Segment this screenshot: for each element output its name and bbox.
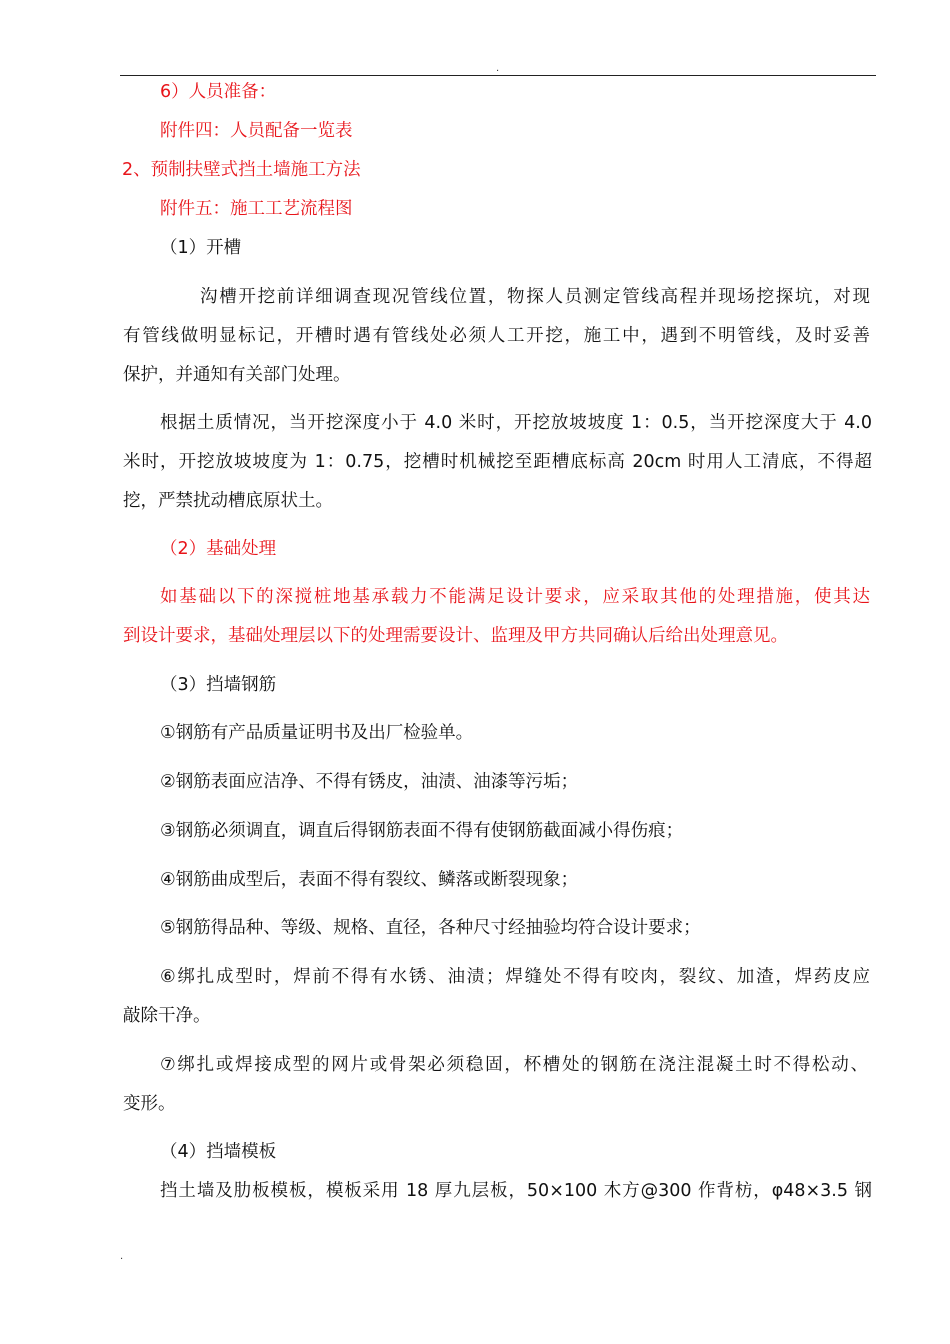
rebar-item-6-line-1: ⑥绑扎成型时，焊前不得有水锈、油渍；焊缝处不得有咬肉，裂纹、加渣，焊药皮应 (160, 967, 870, 987)
subheading-wall-formwork: （4）挡墙模板 (160, 1142, 277, 1162)
subheading-trenching: （1）开槽 (160, 238, 242, 258)
subheading-wall-reinforcement: （3）挡墙钢筋 (160, 675, 277, 695)
rebar-item-5: ⑤钢筋得品种、等级、规格、直径，各种尺寸经抽验均符合设计要求； (160, 918, 701, 938)
rebar-item-2: ②钢筋表面应洁净、不得有锈皮，油渍、油漆等污垢； (160, 772, 579, 792)
paragraph-formwork-line-1: 挡土墙及肋板模板，模板采用 18 厚九层板，50×100 木方@300 作背枋，φ48×3.5 钢 (160, 1181, 872, 1201)
rebar-item-3: ③钢筋必须调直，调直后得钢筋表面不得有使钢筋截面减小得伤痕； (160, 821, 684, 841)
section-heading-construction-method: 2、预制扶壁式挡土墙施工方法 (122, 160, 361, 180)
rebar-item-7-line-2: 变形。 (123, 1094, 176, 1114)
rebar-item-4: ④钢筋曲成型后，表面不得有裂纹、鳞落或断裂现象； (160, 870, 579, 890)
rebar-item-1: ①钢筋有产品质量证明书及出厂检验单。 (160, 723, 474, 743)
attachment-five-label: 附件五：施工工艺流程图 (160, 199, 353, 219)
attachment-four-label: 附件四：人员配备一览表 (160, 121, 353, 141)
rebar-item-6-line-2: 敲除干净。 (123, 1006, 211, 1026)
paragraph-trenching-line-3: 保护，并通知有关部门处理。 (123, 365, 351, 385)
footer-mark: . (120, 1251, 124, 1262)
paragraph-trenching-line-1: 沟槽开挖前详细调查现况管线位置，物探人员测定管线高程并现场挖探坑，对现 (200, 287, 870, 307)
paragraph-soil-line-1: 根据土质情况，当开挖深度小于 4.0 米时，开挖放坡坡度 1：0.5，当开挖深度大于 4.0 (160, 413, 872, 433)
header-mark: . (496, 63, 500, 74)
paragraph-trenching-line-2: 有管线做明显标记，开槽时遇有管线处必须人工开挖，施工中，遇到不明管线，及时妥善 (123, 326, 870, 346)
header-rule (120, 75, 876, 76)
paragraph-soil-line-3: 挖，严禁扰动槽底原状土。 (123, 491, 333, 511)
heading-personnel-preparation: 6）人员准备： (160, 82, 277, 102)
paragraph-soil-line-2: 米时，开挖放坡坡度为 1：0.75，挖槽时机械挖至距槽底标高 20cm 时用人工清底，不得超 (123, 452, 872, 472)
subheading-foundation-treatment: （2）基础处理 (160, 539, 277, 559)
paragraph-foundation-line-2: 到设计要求，基础处理层以下的处理需要设计、监理及甲方共同确认后给出处理意见。 (123, 626, 788, 646)
paragraph-foundation-line-1: 如基础以下的深搅桩地基承载力不能满足设计要求，应采取其他的处理措施，使其达 (160, 587, 870, 607)
rebar-item-7-line-1: ⑦绑扎或焊接成型的网片或骨架必须稳固，杯槽处的钢筋在浇注混凝土时不得松动、 (160, 1055, 868, 1075)
